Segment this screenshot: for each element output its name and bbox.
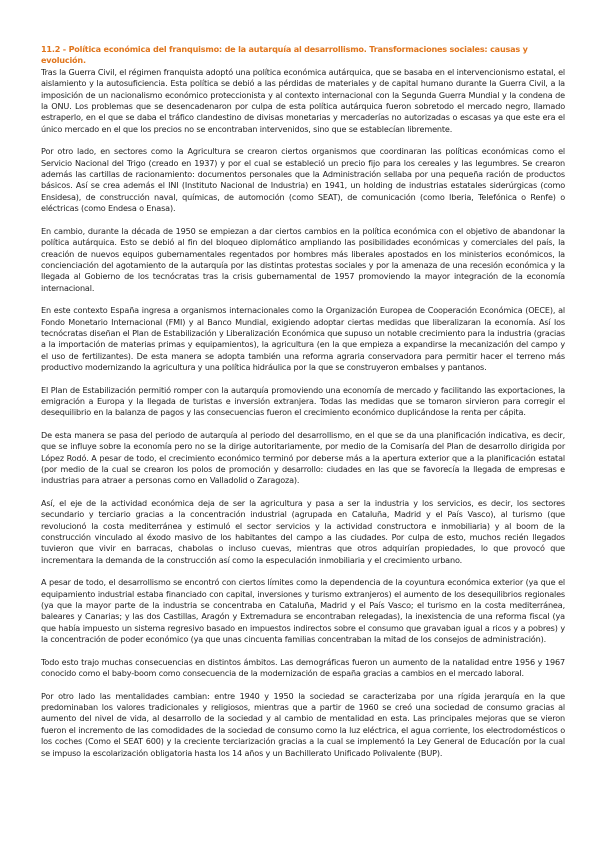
section-title: 11.2 - Política económica del franquismo: de la autarquía al desarrollismo. Transformaciones sociales: causas y evolución. [41,44,528,66]
paragraph-eje-actividad: Así, el eje de la actividad económica deja de ser la agricultura y pasa a ser la industria y los servicios, es decir, los sectores secundario y terciario gracias a la concentración industrial (agrupada en Cataluña, Madrid y el País Vasco), al turismo (que revolucionó la costa mediterránea y estimuló el sector servicios y la actividad constructora e inmobiliaria) y al boom de la construcción vinculado al éxodo masivo de los habitantes del campo a las ciudades. Por culpa de esto, muchos recién llegados tuvieron que vivir en barracas, chabolas o incluso cuevas, mientras que otros adquirían propiedades, lo que provocó que incrementara la demanda de la construcción así como la especulación inmobiliaria y el crecimiento urbano. [41,497,565,565]
paragraph-autarquia: Tras la Guerra Civil, el régimen franquista adoptó una política económica autárquica, que se basaba en el intervencionismo estatal, el aislamiento y la autosuficiencia. Esta política se debió a las pérdidas de materiales y de capital humano durante la Guerra Civil, a la imposición de un nacionalismo económico proteccionista y al contexto internacional con la Segunda Guerra Mundial y la condena de la ONU. Los problemas que se desencadenaron por culpa de esta política autárquica fueron sobretodo el mercado negro, llamado estraperlo, en el que se daba el tráfico clandestino de divisas monetarias y mercaderías no autorizadas o escasas ya que este era el único mercado en el que los precios no se encontraban intervenidos, sino que se establecían libremente. [41,66,565,134]
paragraph-limites: A pesar de todo, el desarrollismo se encontró con ciertos límites como la dependencia de la coyuntura económica exterior (ya que el equipamiento industrial estaba financiado con capital, inversiones y turismo extranjeros) el aumento de los desequilibrios regionales (ya que la mayor parte de la industria se concentraba en Cataluña, Madrid y el País Vasco; el turismo en la costa mediterránea, baleares y Canarias; y las dos Castillas, Aragón y Extremadura se encontraban relegadas), la inexistencia de una reforma fiscal (ya que había impuesto un sistema regresivo basado en impuestos indirectos sobre el consumo que gravaban igual a ricos y a pobres) y la concentración de poder económico (ya que unas cincuenta familias concentraban la mitad de los consejos de administración). [41,577,565,645]
paragraph-mentalidades: Por otro lado las mentalidades cambian: entre 1940 y 1950 la sociedad se caracterizaba por una rígida jerarquía en la que predominaban los valores tradicionales y religiosos, mientras que a partir de 1960 se creó una sociedad de consumo gracias al aumento del nivel de vida, al desarrollo de la sociedad y al cambio de mentalidad en esta. Las principales mejoras que se vieron fueron el incremento de las comodidades de la sociedad de consumo como la luz eléctrica, el agua corriente, los electrodomésticos o los coches (Como el SEAT 600) y la creciente terciarización gracias a la cual se implementó la Ley General de Educacíón por la cual se impuso la escolarización obligatoria hasta los 14 años y un Bachillerato Unificado Polivalente (BUP). [41,690,565,758]
paragraph-decada-1950: En cambio, durante la década de 1950 se empiezan a dar ciertos cambios en la política económica con el objetivo de abandonar la política autárquica. Esto se debió al fin del bloqueo diplomático ampliando las posibilidades económicas y comerciales del país, la creación de nuevos equipos gubernamentales regentados por hombres más liberales apostados en los ministerios económicos, la concienciación del agotamiento de la autarquía por las distintas protestas sociales y por la amenaza de una recesión económica y la llegada al Gobierno de los tecnócratas tras la crisis gubernamental de 1957 promoviendo la mayor integración de la economía internacional. [41,225,565,293]
document-page [41,44,565,770]
paragraph-plan-estabilizacion: El Plan de Estabilización permitió romper con la autarquía promoviendo una economía de mercado y facilitando las exportaciones, la emigración a Europa y la llegada de turistas e inversión extranjera. Todas las medidas que se tomaron sirvieron para corregir el desequilibrio en la balanza de pagos y las consecuencias fueron el crecimiento económico duplicándose la renta per cápita. [41,384,565,418]
paragraph-consecuencias: Todo esto trajo muchas consecuencias en distintos ámbitos. Las demográficas fueron un aumento de la natalidad entre 1956 y 1967 conocido como el baby-boom como consecuencia de la modernización de españa gracias a cambios en el mercado laboral. [41,656,565,679]
paragraph-organismos: Por otro lado, en sectores como la Agricultura se crearon ciertos organismos que coordinaran las políticas económicas como el Servicio Nacional del Trigo (creado en 1937) y por el cual se estableció un precio fijo para los cereales y las legumbres. Se crearon además las cartillas de racionamiento: documentos personales que la Administración sellaba por una pequeña ración de productos básicos. Así se crea además el INI (Instituto Nacional de Industria) en 1941, un holding de industrias estatales siderúrgicas (como Ensidesa), de construcción naval, químicas, de automoción (como SEAT), de comunicación (como Iberia, Telefónica o Renfe) o eléctricas (como Endesa o Enasa). [41,146,565,214]
paragraph-desarrollismo: De esta manera se pasa del periodo de autarquía al periodo del desarrollismo, en el que se da una planificación indicativa, es decir, que se influye sobre la economía pero no se la dirige autoritariamente, por medio de la Comisaría del Plan de desarrollo dirigida por López Rodó. A pesar de todo, el crecimiento económico terminó por deberse más a la apertura exterior que a la planificación estatal (por medio de la cual se crearon los polos de promoción y desarrollo: ciudades en las que se favorecía la llegada de empresas e industrias para atraer a personas como en Valladolid o Zaragoza). [41,429,565,486]
paragraph-organismos-internacionales: En este contexto España ingresa a organismos internacionales como la Organización Europea de Cooperación Económica (OECE), al Fondo Monetario Internacional (FMI) y al Banco Mundial, exigiendo adoptar ciertas medidas que liberalizaran la economía. Así los tecnócratas diseñan el Plan de Estabilización y Liberalización Económica que supuso un notable crecimiento para la industria (gracias a la importación de materias primas y equipamientos), la agricultura (en la que empieza a expandirse la mecanización del campo y el uso de fertilizantes). De esta manera se adopta también una reforma agraria conservadora para permitir hacer el terreno más productivo modernizando la agricultura y una política hidráulica por la que se construyeron embalses y pantanos. [41,305,565,373]
